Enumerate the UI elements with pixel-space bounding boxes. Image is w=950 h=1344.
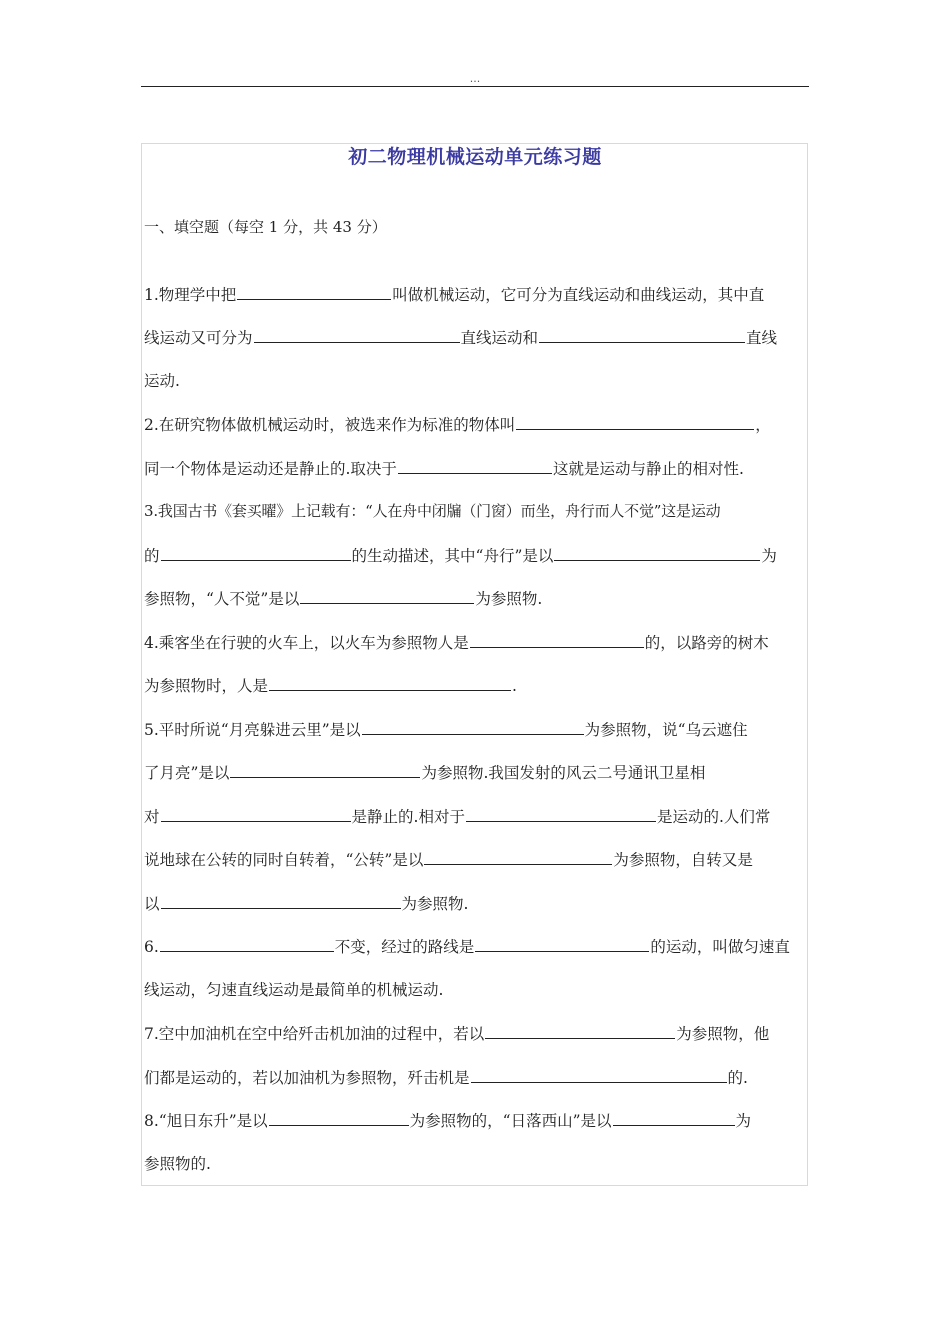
answer-blank[interactable] xyxy=(237,282,391,300)
header-mark: ... xyxy=(469,72,481,85)
question-7-line-2 xyxy=(144,1065,748,1089)
q6-text-d: 线运动，匀速直线运动是最简单的机械运动. xyxy=(144,981,444,999)
answer-blank[interactable] xyxy=(398,456,552,474)
answer-blank[interactable] xyxy=(470,630,644,648)
answer-blank[interactable] xyxy=(471,1065,727,1083)
question-6-line-1 xyxy=(144,934,790,958)
document-title: 初二物理机械运动单元练习题 xyxy=(348,146,602,168)
q6-text-a: 6. xyxy=(144,938,159,956)
q3-text-d: 为 xyxy=(761,547,777,565)
q3-text-a: 3.我国古书《套买曜》上记载有：“人在舟中闭牖（门窗）而坐，舟行而人不觉”这是运动 xyxy=(144,502,721,520)
q3-text-e: 参照物，“人不觉”是以 xyxy=(144,590,300,608)
answer-blank[interactable] xyxy=(613,1108,735,1126)
q5-text-e: 对 xyxy=(144,808,160,826)
question-8-line-1 xyxy=(144,1108,751,1132)
q3-text-b: 的 xyxy=(144,547,160,565)
q1-text-e: 直线 xyxy=(746,329,778,347)
q5-text-j: 以 xyxy=(144,895,160,913)
q5-text-g: 是运动的.人们常 xyxy=(656,808,771,826)
q7-text-b: 为参照物，他 xyxy=(676,1025,770,1043)
q3-text-c: 的生动描述，其中“舟行”是以 xyxy=(351,547,554,565)
q8-text-d: 参照物的. xyxy=(144,1155,211,1173)
q3-text-f: 为参照物. xyxy=(475,590,543,608)
question-5-line-4 xyxy=(144,847,753,871)
answer-blank[interactable] xyxy=(161,543,351,561)
question-1-line-3 xyxy=(144,369,180,393)
q1-text-b: 叫做机械运动，它可分为直线运动和曲线运动，其中直 xyxy=(392,286,765,304)
question-5-line-1 xyxy=(144,717,748,741)
question-4-line-1 xyxy=(144,630,769,654)
header-rule xyxy=(141,86,809,87)
question-8-line-2 xyxy=(144,1152,211,1176)
answer-blank[interactable] xyxy=(475,934,649,952)
q2-text-d: 这就是运动与静止的相对性. xyxy=(552,460,744,478)
answer-blank[interactable] xyxy=(160,934,334,952)
answer-blank[interactable] xyxy=(161,804,351,822)
answer-blank[interactable] xyxy=(300,586,474,604)
question-1-line-2 xyxy=(144,325,777,349)
q6-text-c: 的运动，叫做匀速直 xyxy=(650,938,790,956)
answer-blank[interactable] xyxy=(485,1021,675,1039)
question-4-line-2 xyxy=(144,673,517,697)
q1-text-f: 运动. xyxy=(144,372,180,390)
q1-text-a: 1.物理学中把 xyxy=(144,286,237,304)
answer-blank[interactable] xyxy=(516,412,754,430)
q6-text-b: 不变，经过的路线是 xyxy=(334,938,475,956)
answer-blank[interactable] xyxy=(424,847,612,865)
answer-blank[interactable] xyxy=(254,325,460,343)
answer-blank[interactable] xyxy=(269,673,511,691)
q2-text-b: ， xyxy=(755,416,771,434)
q2-text-a: 2.在研究物体做机械运动时，被选来作为标准的物体叫 xyxy=(144,416,516,434)
q5-text-h: 说地球在公转的同时自转着，“公转”是以 xyxy=(144,851,424,869)
q5-text-b: 为参照物，说“乌云遮住 xyxy=(584,721,748,739)
question-1-line-1 xyxy=(144,282,764,306)
question-3-line-2 xyxy=(144,543,777,567)
q1-text-c: 线运动又可分为 xyxy=(144,329,253,347)
section-heading: 一、填空题（每空 1 分，共 43 分） xyxy=(144,218,387,236)
q8-text-c: 为 xyxy=(735,1112,752,1130)
q5-text-d: 为参照物.我国发射的风云二号通讯卫星相 xyxy=(421,764,706,782)
question-7-line-1 xyxy=(144,1021,769,1045)
q5-text-i: 为参照物，自转又是 xyxy=(613,851,753,869)
question-3-line-1 xyxy=(144,499,720,523)
answer-blank[interactable] xyxy=(230,760,420,778)
answer-blank[interactable] xyxy=(161,891,401,909)
answer-blank[interactable] xyxy=(269,1108,409,1126)
q4-text-c: 为参照物时，人是 xyxy=(144,677,269,695)
question-5-line-2 xyxy=(144,760,705,784)
q7-text-d: 的. xyxy=(727,1069,748,1087)
answer-blank[interactable] xyxy=(554,543,760,561)
q5-text-a: 5.平时所说“月亮躲进云里”是以 xyxy=(144,721,361,739)
question-6-line-2 xyxy=(144,978,443,1002)
q5-text-f: 是静止的.相对于 xyxy=(351,808,465,826)
q8-text-b: 为参照物的，“日落西山”是以 xyxy=(409,1112,612,1130)
answer-blank[interactable] xyxy=(466,804,656,822)
question-2-line-1 xyxy=(144,412,771,436)
q7-text-a: 7.空中加油机在空中给歼击机加油的过程中，若以 xyxy=(144,1025,485,1043)
question-5-line-3 xyxy=(144,804,770,828)
q4-text-d: . xyxy=(512,677,517,695)
q5-text-c: 了月亮”是以 xyxy=(144,764,230,782)
q5-text-k: 为参照物. xyxy=(401,895,469,913)
question-3-line-3 xyxy=(144,586,542,610)
answer-blank[interactable] xyxy=(539,325,745,343)
q8-text-a: 8.“旭日东升”是以 xyxy=(144,1112,268,1130)
q1-text-d: 直线运动和 xyxy=(460,329,539,347)
question-5-line-5 xyxy=(144,891,468,915)
answer-blank[interactable] xyxy=(362,717,584,735)
question-2-line-2 xyxy=(144,456,744,480)
q4-text-a: 4.乘客坐在行驶的火车上，以火车为参照物人是 xyxy=(144,634,469,652)
q7-text-c: 们都是运动的，若以加油机为参照物，歼击机是 xyxy=(144,1069,470,1087)
q4-text-b: 的，以路旁的树木 xyxy=(644,634,769,652)
q2-text-c: 同一个物体是运动还是静止的.取决于 xyxy=(144,460,397,478)
